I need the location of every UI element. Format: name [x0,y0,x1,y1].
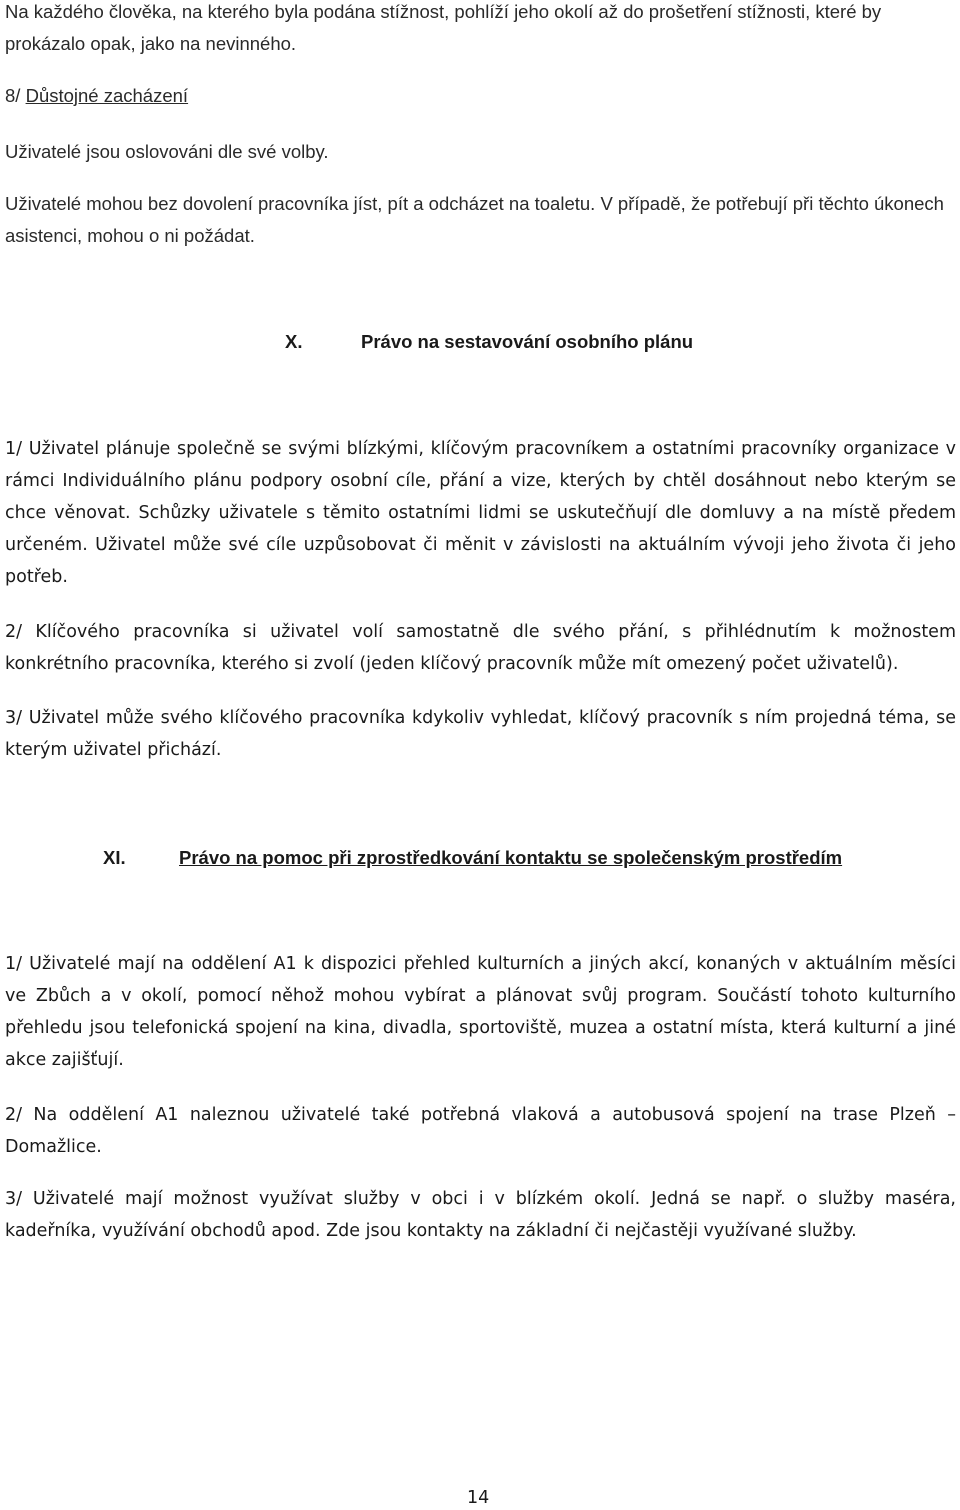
section-x-heading [285,330,885,354]
section-xi-paragraph-2: 2/ Na oddělení A1 naleznou uživatelé také potřebná vlaková a autobusová spojení na trase Plzeň – Domažlice. [5,1105,956,1157]
section-x-title: Právo na sestavování osobního plánu [361,331,694,352]
section-x-number: X. [285,331,303,352]
item-8-heading [5,80,956,112]
section-x-paragraph-2: 2/ Klíčového pracovníka si uživatel volí samostatně dle svého přání, s přihlédnutím k možnostem konkrétního pracovníka, kterého si zvolí (jeden klíčový pracovník může mít omezený počet uživatelů). [5,622,956,674]
item-8-title: Důstojné zacházení [25,85,189,106]
document-page [5,0,956,1509]
intro-paragraph: Na každého člověka, na kterého byla podána stížnost, pohlíží jeho okolí až do prošetření stížnosti, které by prokázalo opak, jako na nevinného. [5,1,882,54]
page-number: 14 [467,1488,490,1508]
meals-paragraph: Uživatelé mohou bez dovolení pracovníka jíst, pít a odcházet na toaletu. V případě, že potřebují při těchto úkonech asistenci, mohou o ni požádat. [5,193,944,246]
section-x-paragraph-3: 3/ Uživatel může svého klíčového pracovníka kdykoliv vyhledat, klíčový pracovník s ním projedná téma, se kterým uživatel přichází. [5,708,956,760]
section-x-paragraph-1: 1/ Uživatel plánuje společně se svými blízkými, klíčovým pracovníkem a ostatními pracovníky organizace v rámci Individuálního plánu podpory osobní cíle, přání a vize, kterých by chtěl dosáhnout nebo kterým se chce věnovat. Schůzky uživatele s těmito ostatními lidmi se uskutečňují dle domluvy a na místě předem určeném. Uživatel může své cíle uzpůsobovat či měnit v závislosti na aktuálním vývoji jeho života či jeho potřeb. [5,439,956,587]
item-8-prefix: 8/ [5,85,26,106]
section-xi-paragraph-1: 1/ Uživatelé mají na oddělení A1 k dispozici přehled kulturních a jiných akcí, konaných v aktuálním měsíci ve Zbůch a v okolí, pomocí něhož mohou vybírat a plánovat svůj program. Součástí tohoto kulturního přehledu jsou telefonická spojení na kina, divadla, sportoviště, muzea a ostatní místa, která kulturní a jiné akce zajišťují. [5,954,956,1070]
section-xi-number: XI. [103,847,126,868]
section-xi-heading [103,846,955,870]
section-xi-paragraph-3: 3/ Uživatelé mají možnost využívat služby v obci i v blízkém okolí. Jedná se např. o služby maséra, kadeřníka, využívání obchodů apod. Zde jsou kontakty na základní či nejčastěji využívané služby. [5,1189,956,1241]
address-paragraph: Uživatelé jsou oslovováni dle své volby. [5,141,329,162]
section-xi-title: Právo na pomoc při zprostředkování kontaktu se společenským prostředím [179,847,843,868]
